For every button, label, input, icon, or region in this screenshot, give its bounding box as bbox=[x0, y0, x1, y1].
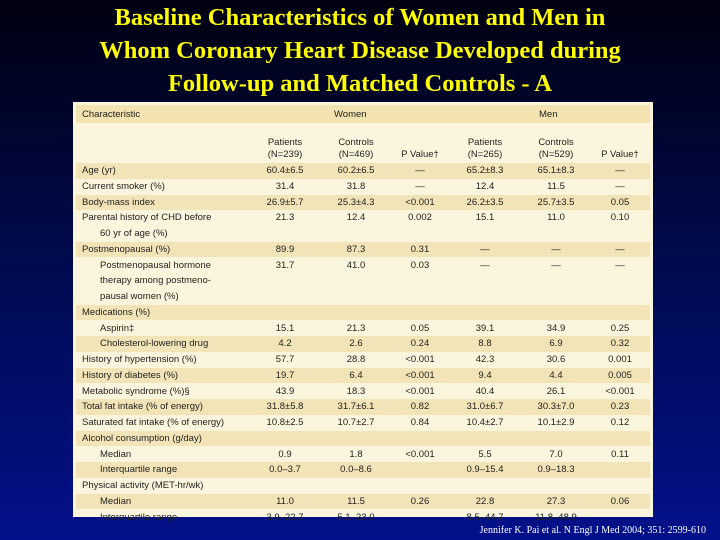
row-label: Age (yr) bbox=[82, 165, 116, 176]
table-row bbox=[76, 352, 650, 368]
row-value: 25.7±3.5 bbox=[537, 196, 575, 208]
header-men: Men bbox=[539, 109, 558, 120]
row-value: — bbox=[615, 259, 625, 271]
row-value: 0.26 bbox=[410, 495, 430, 507]
row-label: Saturated fat intake (% of energy) bbox=[82, 417, 225, 428]
row-label: Postmenopausal (%) bbox=[82, 243, 171, 255]
row-label: Alcohol consumption (g/day) bbox=[82, 432, 202, 444]
row-value: 0.82 bbox=[410, 401, 430, 413]
row-value: 11.0 bbox=[547, 212, 565, 224]
row-label: Cholesterol-lowering drug bbox=[100, 338, 209, 350]
row-value: 0.05 bbox=[410, 322, 430, 334]
row-value: 11.8–48.9 bbox=[535, 511, 577, 523]
table-row bbox=[76, 399, 650, 415]
table-row bbox=[76, 368, 650, 384]
row-value: 31.7 bbox=[275, 259, 295, 271]
row-label: therapy among postmeno- bbox=[100, 275, 211, 287]
row-label: Metabolic syndrome (%)§ bbox=[82, 385, 190, 397]
row-label: Aspirin‡ bbox=[100, 322, 135, 334]
row-value: — bbox=[480, 243, 490, 255]
row-value: 65.2±8.3 bbox=[466, 165, 504, 176]
row-label: Current smoker (%) bbox=[82, 180, 165, 192]
row-value: 31.8±5.8 bbox=[266, 401, 304, 413]
row-label: Interquartile range bbox=[100, 464, 178, 476]
table-row bbox=[76, 494, 650, 510]
row-value: 0.005 bbox=[608, 369, 632, 381]
citation: Jennifer K. Pai et al. N Engl J Med 2004; 351: 2599-610 bbox=[479, 525, 706, 536]
row-value: 34.9 bbox=[546, 322, 566, 334]
table-row bbox=[76, 510, 650, 526]
row-value: 4.4 bbox=[549, 369, 563, 381]
row-label: History of hypertension (%) bbox=[82, 354, 197, 365]
header-characteristic: Characteristic bbox=[82, 109, 141, 120]
row-value: <0.001 bbox=[405, 354, 435, 365]
row-value: 43.9 bbox=[275, 385, 295, 397]
row-value: 25.3±4.3 bbox=[337, 196, 375, 208]
table-row bbox=[76, 258, 650, 274]
table-row bbox=[76, 478, 650, 494]
col-header-women-controls: Controls (N=469) bbox=[338, 137, 374, 160]
row-label: Body-mass index bbox=[82, 196, 155, 208]
row-value: 89.9 bbox=[275, 243, 295, 255]
table-row bbox=[76, 462, 650, 478]
row-value: 0.25 bbox=[610, 322, 630, 334]
row-value: 0.05 bbox=[610, 196, 630, 208]
row-value: 0.06 bbox=[610, 495, 630, 507]
row-value: 42.3 bbox=[475, 354, 495, 365]
row-value: 15.1 bbox=[475, 212, 495, 224]
row-value: 39.1 bbox=[475, 322, 495, 334]
row-value: 28.8 bbox=[346, 354, 366, 365]
row-value: 0.002 bbox=[408, 212, 432, 224]
row-value: 0.11 bbox=[611, 448, 629, 460]
row-label: 60 yr of age (%) bbox=[100, 228, 168, 239]
row-label: Medications (%) bbox=[82, 306, 151, 318]
row-value: 0.24 bbox=[410, 338, 430, 350]
row-value: 8.8 bbox=[478, 338, 492, 350]
row-value: 3.9–22.7 bbox=[266, 511, 304, 523]
row-value: 11.5 bbox=[547, 180, 565, 192]
row-value: 40.4 bbox=[475, 385, 495, 397]
row-value: 18.3 bbox=[346, 385, 366, 397]
row-value: 60.4±6.5 bbox=[266, 165, 304, 176]
row-value: 31.7±6.1 bbox=[337, 401, 375, 413]
characteristics-table bbox=[73, 102, 653, 523]
row-value: 6.4 bbox=[349, 369, 363, 381]
row-value: 0.31 bbox=[410, 243, 430, 255]
row-value: 0.9–18.3 bbox=[537, 464, 575, 476]
row-value: 9.4 bbox=[478, 369, 492, 381]
row-value: 60.2±6.5 bbox=[337, 165, 375, 176]
row-value: 19.7 bbox=[275, 369, 295, 381]
table-row bbox=[76, 179, 650, 195]
row-value: 12.4 bbox=[475, 180, 495, 192]
row-value: 0.10 bbox=[610, 212, 630, 224]
row-value: 0.9–15.4 bbox=[466, 464, 504, 476]
row-value: 21.3 bbox=[346, 322, 366, 334]
table-row bbox=[76, 242, 650, 258]
col-header-men-controls: Controls (N=529) bbox=[538, 137, 574, 160]
row-value: 30.3±7.0 bbox=[537, 401, 575, 413]
col-header-men-pvalue: P Value† bbox=[601, 149, 639, 160]
row-value: — bbox=[615, 243, 625, 255]
row-value: 15.1 bbox=[275, 322, 295, 334]
table-row bbox=[76, 195, 650, 211]
row-label: pausal women (%) bbox=[100, 291, 179, 302]
row-value: 21.3 bbox=[275, 212, 295, 224]
table-row bbox=[76, 447, 650, 463]
table-row bbox=[76, 336, 650, 352]
row-value: 31.4 bbox=[275, 180, 295, 192]
row-value: 5.5 bbox=[478, 448, 492, 460]
table-row bbox=[76, 273, 650, 289]
row-label: Parental history of CHD before bbox=[82, 212, 212, 224]
row-value: — bbox=[551, 259, 561, 271]
row-label: Total fat intake (% of energy) bbox=[82, 401, 203, 413]
title-line-1: Baseline Characteristics of Women and Men in bbox=[114, 4, 606, 31]
row-value: — bbox=[480, 259, 490, 271]
title-line-3: Follow-up and Matched Controls - A bbox=[167, 70, 553, 97]
row-value: 2.6 bbox=[349, 338, 363, 350]
row-label: Median bbox=[100, 495, 132, 507]
row-value: 0.84 bbox=[410, 417, 430, 428]
row-value: 57.7 bbox=[275, 354, 295, 365]
row-value: 10.1±2.9 bbox=[537, 417, 575, 428]
table-row bbox=[76, 415, 650, 431]
row-value: 0.0–8.6 bbox=[340, 464, 372, 476]
row-value: — bbox=[415, 180, 425, 192]
row-label: Interquartile range bbox=[100, 511, 178, 523]
row-value: <0.001 bbox=[605, 385, 635, 397]
col-header-women-pvalue: P Value† bbox=[401, 149, 439, 160]
row-label: Median bbox=[100, 448, 132, 460]
title-line-2: Whom Coronary Heart Disease Developed during bbox=[99, 37, 621, 64]
row-value: — bbox=[415, 165, 425, 176]
row-value: — bbox=[615, 165, 625, 176]
row-value: 6.9 bbox=[549, 338, 563, 350]
row-value: 0.03 bbox=[410, 259, 430, 271]
row-value: 1.8 bbox=[349, 448, 363, 460]
row-value: 11.0 bbox=[276, 495, 294, 507]
row-value: 4.2 bbox=[278, 338, 292, 350]
row-value: 26.2±3.5 bbox=[466, 196, 504, 208]
table-row bbox=[76, 210, 650, 226]
table-row bbox=[76, 321, 650, 337]
row-value: 31.0±6.7 bbox=[466, 401, 504, 413]
row-value: 5.1–23.0 bbox=[337, 511, 375, 523]
row-label: Physical activity (MET-hr/wk) bbox=[82, 480, 204, 491]
table-row bbox=[76, 289, 650, 305]
row-value: <0.001 bbox=[405, 448, 435, 460]
row-value: 87.3 bbox=[346, 243, 366, 255]
row-value: 22.8 bbox=[475, 495, 495, 507]
table-row bbox=[76, 431, 650, 447]
row-value: 0.12 bbox=[610, 417, 630, 428]
row-value: 26.1 bbox=[546, 385, 566, 397]
row-value: 65.1±8.3 bbox=[537, 165, 575, 176]
table-row bbox=[76, 163, 650, 179]
row-value: 31.8 bbox=[346, 180, 366, 192]
row-value: 41.0 bbox=[346, 259, 366, 271]
row-label: Postmenopausal hormone bbox=[100, 259, 211, 271]
row-value: 10.8±2.5 bbox=[266, 417, 304, 428]
col-header-women-patients: Patients (N=239) bbox=[267, 137, 303, 160]
row-value: 27.3 bbox=[546, 495, 566, 507]
slide-title bbox=[0, 1, 720, 100]
row-value: 11.5 bbox=[347, 495, 365, 507]
row-value: 30.6 bbox=[546, 354, 566, 365]
row-value: — bbox=[615, 180, 625, 192]
row-value: 10.7±2.7 bbox=[337, 417, 375, 428]
header-women: Women bbox=[334, 109, 367, 120]
row-value: 8.5–44.7 bbox=[466, 511, 504, 523]
table-row bbox=[76, 226, 650, 242]
row-value: 0.23 bbox=[610, 401, 630, 413]
table-header-bar bbox=[76, 105, 650, 123]
row-value: <0.001 bbox=[405, 196, 435, 208]
row-label: History of diabetes (%) bbox=[82, 369, 179, 381]
row-value: <0.001 bbox=[405, 369, 435, 381]
row-value: 0.9 bbox=[278, 448, 292, 460]
row-value: 7.0 bbox=[549, 448, 563, 460]
row-value: 0.001 bbox=[608, 354, 632, 365]
row-value: — bbox=[551, 243, 561, 255]
row-value: 10.4±2.7 bbox=[466, 417, 504, 428]
row-value: 0.32 bbox=[610, 338, 630, 350]
table-row bbox=[76, 384, 650, 400]
row-value: <0.001 bbox=[405, 385, 435, 397]
col-header-men-patients: Patients (N=265) bbox=[467, 137, 503, 160]
row-value: 0.0–3.7 bbox=[269, 464, 301, 476]
row-value: 26.9±5.7 bbox=[266, 196, 304, 208]
row-value: 12.4 bbox=[346, 212, 366, 224]
table-row bbox=[76, 305, 650, 321]
